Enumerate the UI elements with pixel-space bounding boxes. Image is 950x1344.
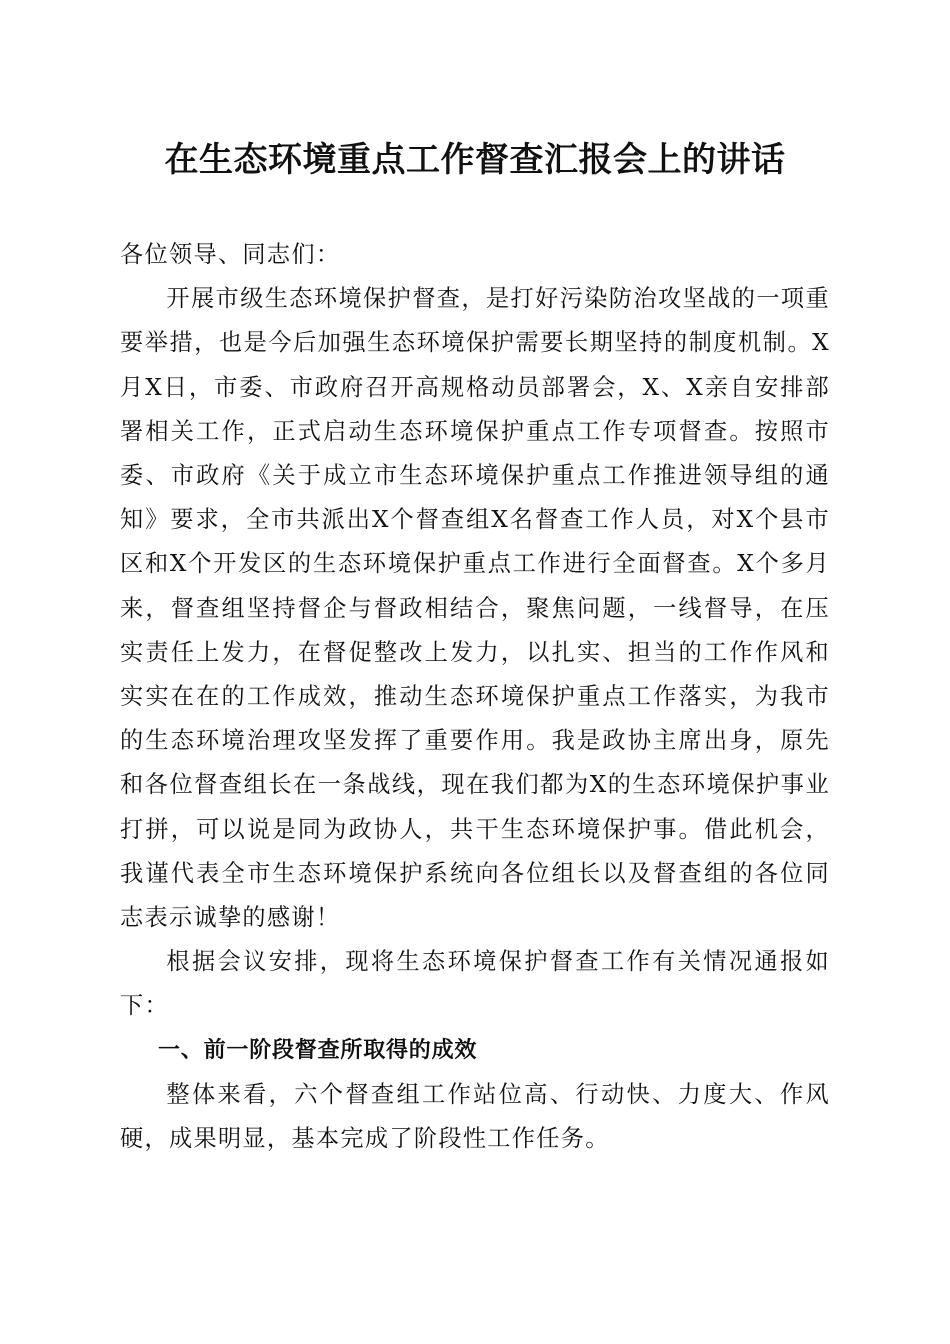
section-heading-achievements: 一、前一阶段督查所取得的成效 <box>158 1037 478 1063</box>
paragraph-intro: 开展市级生态环境保护督查，是打好污染防治攻坚战的一项重要举措，也是今后加强生态环境保护需要长期坚持的制度机制。X月X日，市委、市政府召开高规格动员部署会，X、X亲自安排部署相关工作，正式启动生态环境保护重点工作专项督查。按照市委、市政府《关于成立市生态环境保护重点工作推进领导组的通知》要求，全市共派出X个督查组X名督查工作人员，对X个县市区和X个开发区的生态环境保护重点工作进行全面督查。X个多月来，督查组坚持督企与督政相结合，聚焦问题，一线督导，在压实责任上发力，在督促整改上发力，以扎实、担当的工作作风和实实在在的工作成效，推动生态环境保护重点工作落实，为我市的生态环境治理攻坚发挥了重要作用。我是政协主席出身，原先和各位督查组长在一条战线，现在我们都为X的生态环境保护事业打拼，可以说是同为政协人，共干生态环境保护事。借此机会，我谨代表全市生态环境保护系统向各位组长以及督查组的各位同志表示诚挚的感谢！ <box>120 285 830 932</box>
document-title: 在生态环境重点工作督查汇报会上的讲话 <box>164 140 786 180</box>
paragraph-report-notice: 根据会议安排，现将生态环境保护督查工作有关情况通报如下： <box>120 948 830 1020</box>
salutation: 各位领导、同志们： <box>120 241 341 268</box>
document-body <box>120 233 830 1161</box>
paragraph-overall: 整体来看，六个督查组工作站位高、行动快、力度大、作风硬，成果明显，基本完成了阶段性工作任务。 <box>120 1080 830 1153</box>
